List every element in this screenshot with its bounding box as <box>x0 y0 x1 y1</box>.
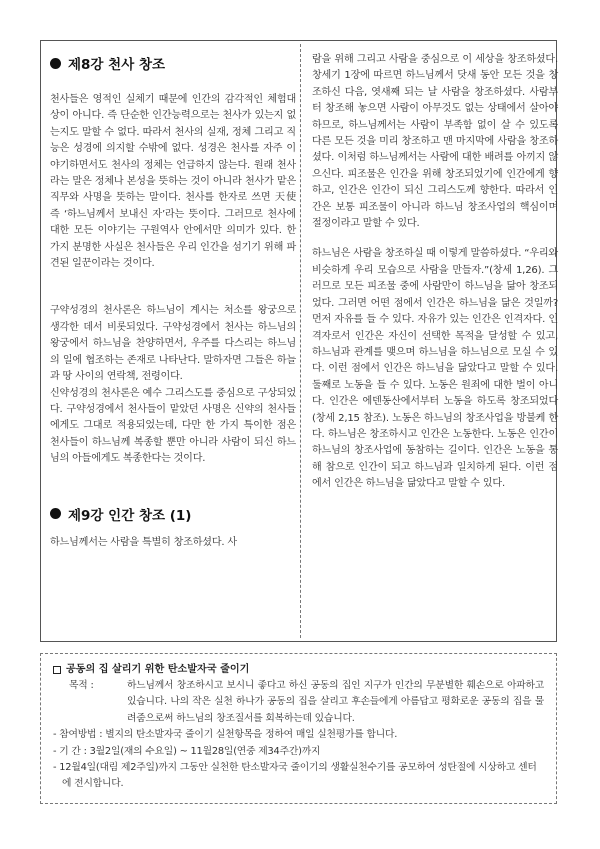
image-of-god-paragraph: 하느님은 사람을 창조하실 때 이렇게 말씀하셨다. “우리와 비슷하게 우리 모습으로 사람을 만들자.”(창세 1,26). 그러므로 모든 피조물 중에 사람만이 하느님을 닮아 창조되었다. 그러면 어떤 점에서 인간은 하느님을 닮은 것일까? 먼저 자유를 들 수 있다. 자유가 있는 인간은 인격자다. 인격자로서 인간은 자신이 선택한 목적을 달성할 수 있고, 하느님과 관계를 맺으며 하느님을 하느님으로 모실 수 있다. 이런 점에서 인간은 하느님을 닮았다고 말할 수 있다. 둘째로 노동을 들 수 있다. 노동은 원죄에 대한 벌이 아니다. 인간은 에덴동산에서부터 노동을 하도록 창조되었다(창세 2,15 참조). 노동은 하느님의 창조사업을 방불케 한다. 하느님은 창조하시고 인간은 노동한다. 노동은 인간이 하느님의 창조사업에 동참하는 길이다. 인간은 노동을 통해 참으로 인간이 되고 하느님과 일치하게 된다. 이런 점에서 인간은 하느님을 닮았다고 말할 수 있다. <box>312 248 558 490</box>
bullet-icon <box>50 58 61 69</box>
section8-heading <box>50 52 296 74</box>
purpose-label: 목적 : <box>69 680 94 691</box>
notice-purpose <box>53 678 544 727</box>
human-creation-intro: 하느님께서는 사람을 특별히 창조하셨다. 사 <box>50 536 237 548</box>
participation-method: - 참여방법 : 별지의 탄소발자국 줄이기 실천항목을 정하여 매일 실천평가를 합니다. <box>53 729 398 741</box>
old-testament-angels-paragraph: 구약성경의 천사론은 하느님이 계시는 처소를 왕궁으로 생각한 데서 비롯되었다. 구약성경에서 천사는 하느님의 왕궁에서 하느님을 찬양하면서, 우주를 다스리는 하느님의 일에 협조하는 존재로 나타난다. 말하자면 그들은 하늘과 땅 사이의 연락책, 전령이다. <box>50 305 296 383</box>
checkbox-square-icon <box>53 666 61 674</box>
section9-heading <box>50 503 296 525</box>
left-column <box>50 52 296 551</box>
carbon-footprint-notice <box>40 653 557 804</box>
section8-title: 제8강 천사 창조 <box>68 57 166 73</box>
contest-info: - 12월4일(대림 제2주일)까지 그동안 실천한 탄소발자국 줄이기의 생활실천수기를 공모하여 성탄절에 시상하고 센터에 전시합니다. <box>53 762 537 790</box>
notice-heading <box>53 662 544 678</box>
notice-title: 공동의 집 살리기 위한 탄소발자국 줄이기 <box>66 664 250 675</box>
bullet-icon <box>50 508 61 519</box>
period: - 기 간 : 3월2일(재의 수요일) ~ 11월28일(연중 제34주간)까지 <box>53 745 321 757</box>
section9-title: 제9강 인간 창조 (1) <box>68 507 192 524</box>
right-column <box>312 52 558 493</box>
angels-intro-paragraph: 천사들은 영적인 실체기 때문에 인간의 감각적인 체험대상이 아니다. 즉 단순한 인간능력으로는 천사가 있는지 없는지도 말할 수 없다. 따라서 천사의 실재, 정체 그리고 직능은 성경에 의지할 수밖에 없다. 성경은 천사를 자주 이야기하면서도 천사의 정체는 언급하지 않는다. 원래 천사라는 말은 정체나 본성을 뜻하는 것이 아니라 천사가 맡은 직무와 사명을 뜻하는 말이다. 천사를 한자로 쓰면 天使 즉 ‘하느님께서 보내신 자’라는 뜻이다. 그러므로 천사에 대한 모든 이야기는 구원역사 안에서만 의미가 있다. 한 가지 분명한 사실은 천사들은 우리 인간을 섬기기 위해 파견된 일꾼이라는 것이다. <box>50 94 296 270</box>
column-divider <box>300 44 301 638</box>
human-creation-paragraph: 람을 위해 그리고 사람을 중심으로 이 세상을 창조하셨다. 창세기 1장에 따르면 하느님께서 닷새 동안 모든 것을 창조하신 다음, 엿새째 되는 날 사람을 창조하셨다. 사람부터 창조해 놓으면 사람이 아무것도 없는 상태에서 살아야 하므로, 하느님께서는 사람이 부족함 없이 살 수 있도록 다른 모든 것을 미리 창조하고 맨 마지막에 사람을 창조하셨다. 이처럼 하느님께서는 사람에 대한 배려를 아끼지 않으신다. 피조물은 인간을 위해 창조되었기에 인간에게 향하고, 인간은 인간이 되신 그리스도께 향한다. 따라서 인간은 보통 피조물이 아니라 하느님 창조사업의 핵심이며 절정이라고 말할 수 있다. <box>312 54 558 230</box>
new-testament-angels-paragraph: 신약성경의 천사론은 예수 그리스도를 중심으로 구상되었다. 구약성경에서 천사들이 맡았던 사명은 신약의 천사들에게도 그대로 적용되었는데, 다만 한 가지 특이한 점은 천사들이 하느님께 복종할 뿐만 아니라 사람이 되신 하느님의 아들에게도 복종한다는 것이다. <box>50 387 296 465</box>
purpose-text: 하느님께서 창조하시고 보시니 좋다고 하신 공동의 집인 지구가 인간의 무분별한 훼손으로 아파하고 있습니다. 나의 작은 실천 하나가 공동의 집을 살리고 후손들에게 아름답고 평화로운 공동의 집을 물려줌으로써 하느님의 창조질서를 회복하는데 있습니다. <box>127 680 544 724</box>
